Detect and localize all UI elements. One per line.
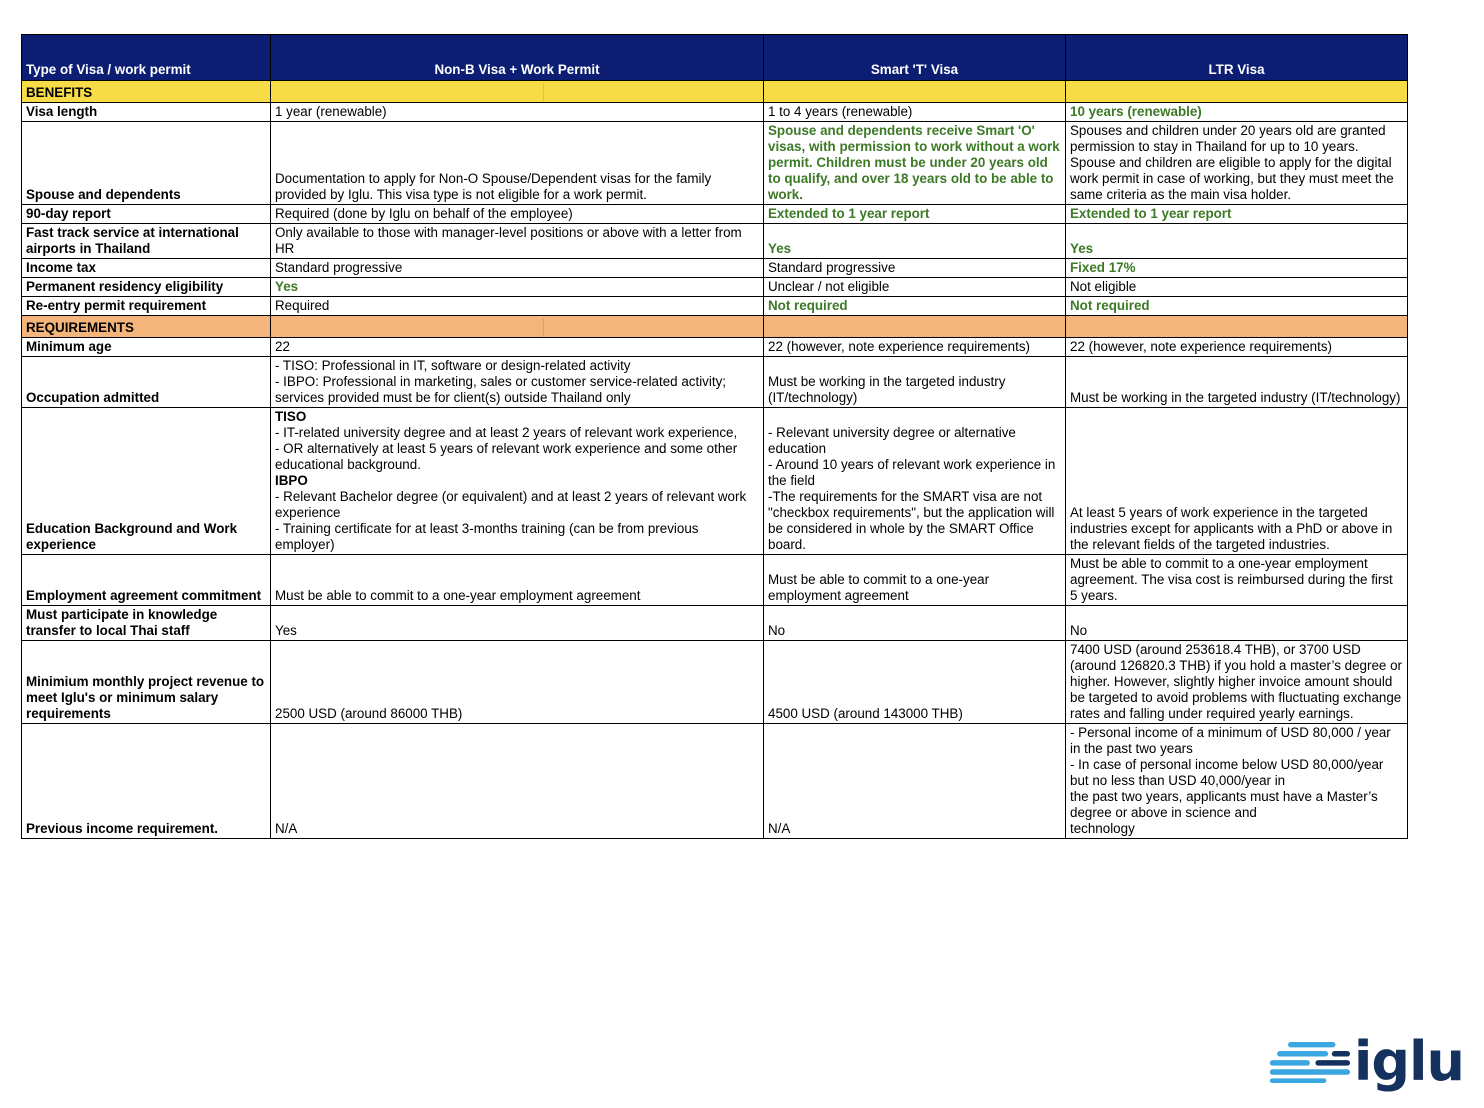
row-label: Employment agreement commitment — [22, 555, 271, 606]
cell-nonb: Required (done by Iglu on behalf of the employee) — [271, 205, 764, 224]
logo-wordmark: iglu — [1353, 1030, 1464, 1093]
row-label: Must participate in knowledge transfer to local Thai staff — [22, 606, 271, 641]
cell-smart: N/A — [764, 724, 1066, 839]
table-row — [22, 297, 1408, 316]
cell-ltr: Yes — [1066, 224, 1408, 259]
row-label: Fast track service at international airports in Thailand — [22, 224, 271, 259]
cell-ltr: Not eligible — [1066, 278, 1408, 297]
row-label: Income tax — [22, 259, 271, 278]
cell-ltr: 10 years (renewable) — [1066, 103, 1408, 122]
table-row — [22, 278, 1408, 297]
cell-nonb: Standard progressive — [271, 259, 764, 278]
cell-ltr: No — [1066, 606, 1408, 641]
cell-ltr: Extended to 1 year report — [1066, 205, 1408, 224]
cell-smart: Yes — [764, 224, 1066, 259]
cell-smart: No — [764, 606, 1066, 641]
cell-smart: 1 to 4 years (renewable) — [764, 103, 1066, 122]
table-row — [22, 338, 1408, 357]
cell-ltr: 22 (however, note experience requirements) — [1066, 338, 1408, 357]
cell-nonb: Yes — [271, 278, 764, 297]
table-row — [22, 408, 1408, 555]
table-header-row — [22, 35, 1408, 81]
cell-smart: - Relevant university degree or alternative education - Around 10 years of relevant work experience in the field -The requirements for the SMART visa are not "checkbox requirements", but the application will be considered in whole by the SMART Office board. — [764, 408, 1066, 555]
row-label: Minimium monthly project revenue to meet Iglu's or minimum salary requirements — [22, 641, 271, 724]
section-benefits-row — [22, 81, 1408, 103]
cell-smart: Must be working in the targeted industry (IT/technology) — [764, 357, 1066, 408]
cell-nonb: 22 — [271, 338, 764, 357]
iglu-logo — [1268, 1032, 1464, 1092]
row-label: 90-day report — [22, 205, 271, 224]
cell-ltr: - Personal income of a minimum of USD 80,000 / year in the past two years - In case of personal income below USD 80,000/year but no less than USD 40,000/year in the past two years, applicants must have a Master’s degree or above in science and technology — [1066, 724, 1408, 839]
cell-ltr: At least 5 years of work experience in the targeted industries except for applicants with a PhD or above in the relevant fields of the targeted industries. — [1066, 408, 1408, 555]
cell-smart: Extended to 1 year report — [764, 205, 1066, 224]
cell-smart: Unclear / not eligible — [764, 278, 1066, 297]
cell-smart: 22 (however, note experience requirements) — [764, 338, 1066, 357]
table-row — [22, 103, 1408, 122]
cell-nonb: Must be able to commit to a one-year employment agreement — [271, 555, 764, 606]
table-row — [22, 724, 1408, 839]
cell-smart: Must be able to commit to a one-year employment agreement — [764, 555, 1066, 606]
cell-nonb: Documentation to apply for Non-O Spouse/Dependent visas for the family provided by Iglu. This visa type is not eligible for a work permit. — [271, 122, 764, 205]
row-label: Minimum age — [22, 338, 271, 357]
cell-smart: Spouse and dependents receive Smart 'O' visas, with permission to work without a work permit. Children must be under 20 years old to qualify, and over 18 years old to be able to work. — [764, 122, 1066, 205]
section-requirements-row — [22, 316, 1408, 338]
tiso-text: - IT-related university degree and at least 2 years of relevant work experience, - OR alternatively at least 5 years of relevant work experience and some other educational background. — [275, 425, 738, 472]
row-label: Spouse and dependents — [22, 122, 271, 205]
cell-nonb: - TISO: Professional in IT, software or design-related activity - IBPO: Professional in marketing, sales or customer service-related activity; services provided must be for client(s) outside Thailand only — [271, 357, 764, 408]
cell-smart: Not required — [764, 297, 1066, 316]
cell-ltr: Must be able to commit to a one-year employment agreement. The visa cost is reimbursed during the first 5 years. — [1066, 555, 1408, 606]
iglu-stripes-logo-icon — [1268, 1038, 1352, 1086]
header-ltr: LTR Visa — [1066, 35, 1408, 81]
table-row — [22, 606, 1408, 641]
cell-ltr: Not required — [1066, 297, 1408, 316]
table-row — [22, 122, 1408, 205]
table-row — [22, 555, 1408, 606]
cell-nonb: Only available to those with manager-level positions or above with a letter from HR — [271, 224, 764, 259]
tiso-heading: TISO — [275, 409, 307, 424]
row-label: Occupation admitted — [22, 357, 271, 408]
row-label: Re-entry permit requirement — [22, 297, 271, 316]
header-nonb: Non-B Visa + Work Permit — [271, 35, 764, 81]
section-benefits-label: BENEFITS — [22, 81, 271, 103]
ibpo-text: - Relevant Bachelor degree (or equivalent) and at least 2 years of relevant work experience - Training certificate for at least 3-months training (can be from previous employer) — [275, 489, 747, 552]
cell-nonb: 1 year (renewable) — [271, 103, 764, 122]
cell-nonb: N/A — [271, 724, 764, 839]
row-label: Visa length — [22, 103, 271, 122]
header-smart: Smart 'T' Visa — [764, 35, 1066, 81]
cell-ltr: Fixed 17% — [1066, 259, 1408, 278]
table-row — [22, 641, 1408, 724]
row-label: Education Background and Work experience — [22, 408, 271, 555]
cell-smart: Standard progressive — [764, 259, 1066, 278]
cell-nonb: Yes — [271, 606, 764, 641]
section-requirements-label: REQUIREMENTS — [22, 316, 271, 338]
cell-ltr: Spouses and children under 20 years old are granted permission to stay in Thailand for up to 10 years. Spouse and children are eligible to apply for the digital work permit in case of working, but they must meet the same criteria as the main visa holder. — [1066, 122, 1408, 205]
table-row — [22, 259, 1408, 278]
row-label: Permanent residency eligibility — [22, 278, 271, 297]
cell-smart: 4500 USD (around 143000 THB) — [764, 641, 1066, 724]
header-type: Type of Visa / work permit — [22, 35, 271, 81]
table-row — [22, 224, 1408, 259]
row-label: Previous income requirement. — [22, 724, 271, 839]
cell-ltr: Must be working in the targeted industry (IT/technology) — [1066, 357, 1408, 408]
ibpo-heading: IBPO — [275, 473, 308, 488]
cell-nonb: 2500 USD (around 86000 THB) — [271, 641, 764, 724]
table-row — [22, 205, 1408, 224]
cell-nonb — [271, 408, 764, 555]
table-row — [22, 357, 1408, 408]
cell-nonb: Required — [271, 297, 764, 316]
cell-ltr: 7400 USD (around 253618.4 THB), or 3700 USD (around 126820.3 THB) if you hold a master’s degree or higher. However, slightly higher invoice amount should be targeted to avoid problems with fluctuating exchange rates and falling under required yearly earnings. — [1066, 641, 1408, 724]
visa-comparison-table — [21, 34, 1408, 839]
